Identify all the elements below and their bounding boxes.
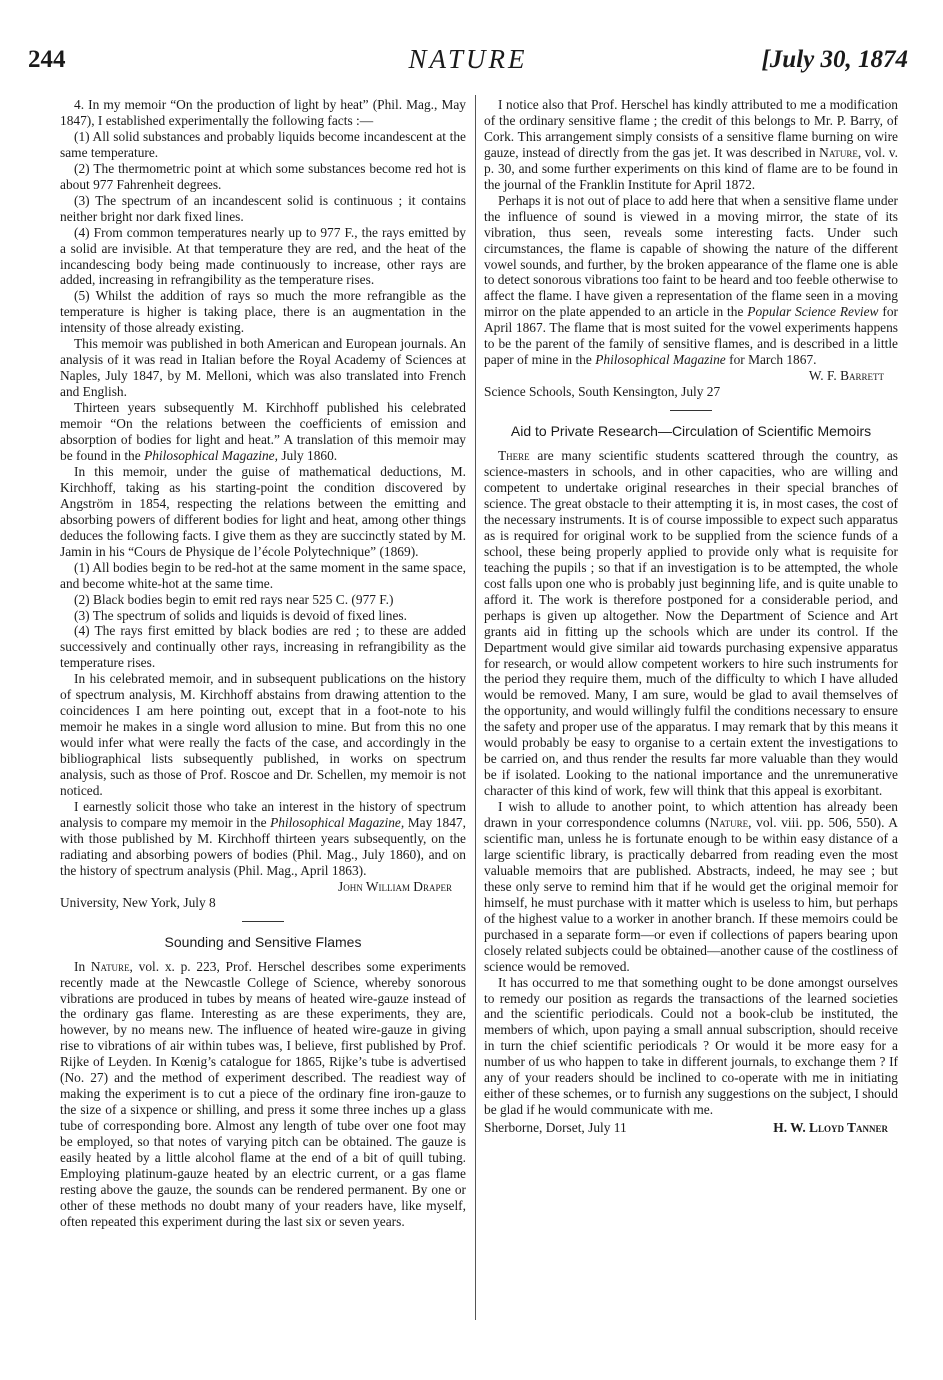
paragraph-earnestly: I earnestly solicit those who take an interest in the history of spectrum analysis to compare my memoir in the Philosophical Magazine, May 1847, with those published by M. Kirchhoff thirteen years subsequently, on the radiating and absorbing powers of bodies (Phil. Mag., July 1860), and on the history of spectrum analysis (Phil. Mag., April 1863). <box>60 798 466 878</box>
draper-fact: (5) Whilst the addition of rays so much the more refrangible as the temperature is higher is taking place, there is an augmentation in the intensity of those already existing. <box>60 288 466 336</box>
research-paragraph-3: It has occurred to me that something ought to be done amongst ourselves to remedy our position as regards the transactions of the learned societies and the scientific periodicals. Could not a book-club be instituted, the members of which, upon paying a small annual subscription, should receive in turn the chief scientific periodicals ? Or would it be more easy for a number of us who happen to take in different journals, to exchange them ? If any of your readers should be inclined to co-operate with me in initiating either of these schemes, or to furnish any suggestions on the subject, I should be glad if he would communicate with me. <box>484 974 898 1118</box>
draper-signature: John William Draper <box>338 878 452 894</box>
draper-place: University, New York, July 8 <box>60 894 216 910</box>
flames-paragraph-3: Perhaps it is not out of place to add here that when a sensitive flame under the influence of sound is viewed in a moving mirror, the state of its vibration, thus seen, reveals some interesting facts. Under such circumstances, the flame is capable of showing the nature of the different vowel sounds, and further, by the broken appearance of the flame one is able to detect sonorous vibrations too faint to be heard and too feeble otherwise to affect the flame. I have given a representation of the flame seen in a moving mirror on the plate appended to an article in the Popular Science Review for April 1867. The flame that is most suited for the vowel experiments happens to be the parent of the family of sensitive flames, and is described in a little paper of mine in the Philosophical Magazine for March 1867. <box>484 192 898 368</box>
flames-paragraph-2: I notice also that Prof. Herschel has kindly attributed to me a modification of the ordinary sensitive flame ; the credit of this belongs to Mr. P. Barry, of Cork. This arrangement simply consists of a sensitive flame burning on wire gauze, instead of directly from the gas jet. It was described in Nature, vol. v. p. 30, and some further experiments on this kind of flame are to be found in the journal of the Franklin Institute for April 1872. <box>484 97 898 192</box>
kirchhoff-fact: (3) The spectrum of solids and liquids is devoid of fixed lines. <box>74 607 407 623</box>
draper-fact: (2) The thermometric point at which some substances become red hot is about 977 Fahrenheit degrees. <box>60 160 466 192</box>
tanner-place: Sherborne, Dorset, July 11 <box>484 1120 627 1136</box>
tanner-signoff <box>484 1120 898 1136</box>
research-paragraph-2: I wish to allude to another point, to which attention has already been drawn in your correspondence columns (Nature, vol. viii. pp. 506, 550). A scientific man, unless he is fortunate enough to be within easy distance of a large scientific library, is practically debarred from reading even the most valuable memoirs that are published. Abstracts, indeed, he may see ; but these only serve to remind him that if he would get the original memoir for himself, he must purchase with it matter which is useless to him, but perhaps of the highest value to a worker in another branch. If these memoirs could be purchased in a separate form—or even if collections of papers bearing upon closely related subjects could be obtained—another cause of the costliness of science would be removed. <box>484 799 898 974</box>
paragraph-thirteen-years: Thirteen years subsequently M. Kirchhoff published his celebrated memoir “On the relations between the coefficients of emission and absorption of bodies for light and heat.” A translation of this memoir may be found in the Philosophical Magazine, July 1860. <box>60 400 466 463</box>
flames-paragraph-1: In Nature, vol. x. p. 223, Prof. Herschel describes some experiments recently made at the Newcastle College of Science, whereby sonorous vibrations are produced in tubes by means of heated wire-gauze instead of the ordinary gas flame. Interesting as are these experiments, they are, however, by no means new. The influence of heated wire-gauze in giving rise to vibrations of air within tubes was, I believe, first published by Prof. Rijke of Leyden. In Kœnig’s catalogue for 1865, Rijke’s tube is advertised (No. 27) and the method of experiment described. The readiest way of making the experiment is to cut a piece of the ordinary fine iron-gauze to the size of a sixpence or shilling, and press it some three inches up a glass tube of corresponding bore. Almost any length of tube over one foot may be employed, so that notes of varying pitch can be obtained. The gauze is easily heated by a little alcohol flame at the end of a bit of quill tubing. Employing platinum-gauze heated by an electric current, or a gas flame resting above the gauze, the sounds can be rendered permanent. By one or other of these methods no doubt many of your readers have, like myself, often repeated this experiment during the last six or seven years. <box>60 958 466 1229</box>
draper-fact: (3) The spectrum of an incandescent solid is continuous ; it contains neither bright nor dark fixed lines. <box>60 192 466 224</box>
journal-title: NATURE <box>408 44 528 74</box>
draper-intro: 4. In my memoir “On the production of light by heat” (Phil. Mag., May 1847), I established experimentally the following facts :— <box>60 97 466 128</box>
issue-date: [July 30, 1874 <box>761 46 908 73</box>
tanner-signature: H. W. Lloyd Tanner <box>773 1120 888 1136</box>
paragraph-celebrated: In his celebrated memoir, and in subsequent publications on the history of spectrum analysis, M. Kirchhoff abstains from drawing attention to the coincidences I am here pointing out, except that in a foot-note to his memoir he makes in a single word allusion to mine. But from this no one would infer what were really the facts of the case, and accordingly in the bibliographical lists subsequently published, in works on spectrum analysis, such as those of Prof. Roscoe and Dr. Schellen, my memoir is not noticed. <box>60 671 466 798</box>
barrett-signature: W. F. Barrett <box>808 368 884 384</box>
paragraph-published: This memoir was published in both American and European journals. An analysis of it was read in Italian before the Royal Academy of Sciences at Naples, July 1847, by M. Melloni, which was also translated into French and English. <box>60 336 466 400</box>
draper-fact: (1) All solid substances and probably liquids become incandescent at the same temperature. <box>60 128 466 160</box>
kirchhoff-fact: (4) The rays first emitted by black bodies are red ; to these are added successively and continually other rays, increasing in refrangibility as the temperature rises. <box>60 623 466 671</box>
draper-fact: (4) From common temperatures nearly up to 977 F., the rays emitted by a solid are invisible. At that temperature they are red, and the heat of the incandescing body being made continuously to increase, other rays are added, increasing in refrangibility as the temperature rises. <box>60 224 466 288</box>
kirchhoff-fact: (1) All bodies begin to be red-hot at the same moment in the same space, and become white-hot at the same time. <box>60 559 466 591</box>
column-divider <box>475 95 476 1320</box>
paragraph-guise: In this memoir, under the guise of mathematical deductions, M. Kirchhoff, taking as his starting-point the condition discovered by Angström in 1854, respecting the relations between the emitting and absorbing powers of different bodies for light and heat, among other things deduces the following facts. I give them as they are succinctly stated by M. Jamin in his “Cours de Physique de l’école Polytechnique” (1869). <box>60 463 466 559</box>
right-column <box>484 97 898 1136</box>
research-paragraph-1: There are many scientific students scattered through the country, as science-masters in schools, and in other capacities, who are willing and competent to undertake original researches in their special branches of science. The great obstacle to their attempting it is, in most cases, the cost of the necessary instruments. It is of course impossible to expect such apparatus as is required for original work to be supplied from the science funds of a school, these being properly applied to provide only what is requisite for teaching the pupils ; so that if an investigation is to be attempted, the whole cost falls upon one who is probably just beginning life, and is quite unable to afford it. The work is therefore postponed for a considerable period, and perhaps is given up altogether. Now the Department of Science and Art grants aid in fitting up the schools which are under its control. If the Department would give similar aid towards purchasing expensive apparatus for research, or would allow competent workers to hire such instruments for the period they require them, much of the difficulty to which I have alluded would be removed. Many, I am sure, would be glad to avail themselves of the opportunity, and would willingly fulfil the conditions necessary to ensure the safety and proper use of the apparatus. I may remark that by this means it would probably be easy to organise to a certain extent the investigations to be carried on, and thus render the results far more valuable than they would be if isolated. Looking to the national importance and the unremunerative character of this kind of work, few will think that this appeal is exorbitant. <box>484 448 898 799</box>
research-heading: Aid to Private Research—Circulation of Scientific Memoirs <box>510 423 872 440</box>
page-header <box>28 44 908 84</box>
flames-heading: Sounding and Sensitive Flames <box>164 933 362 950</box>
left-column <box>60 97 466 1230</box>
barrett-place: Science Schools, South Kensington, July 27 <box>484 384 721 400</box>
section-separator <box>670 410 712 411</box>
page-number: 244 <box>28 46 66 73</box>
kirchhoff-fact: (2) Black bodies begin to emit red rays near 525 C. (977 F.) <box>74 591 394 607</box>
section-separator <box>242 921 284 922</box>
